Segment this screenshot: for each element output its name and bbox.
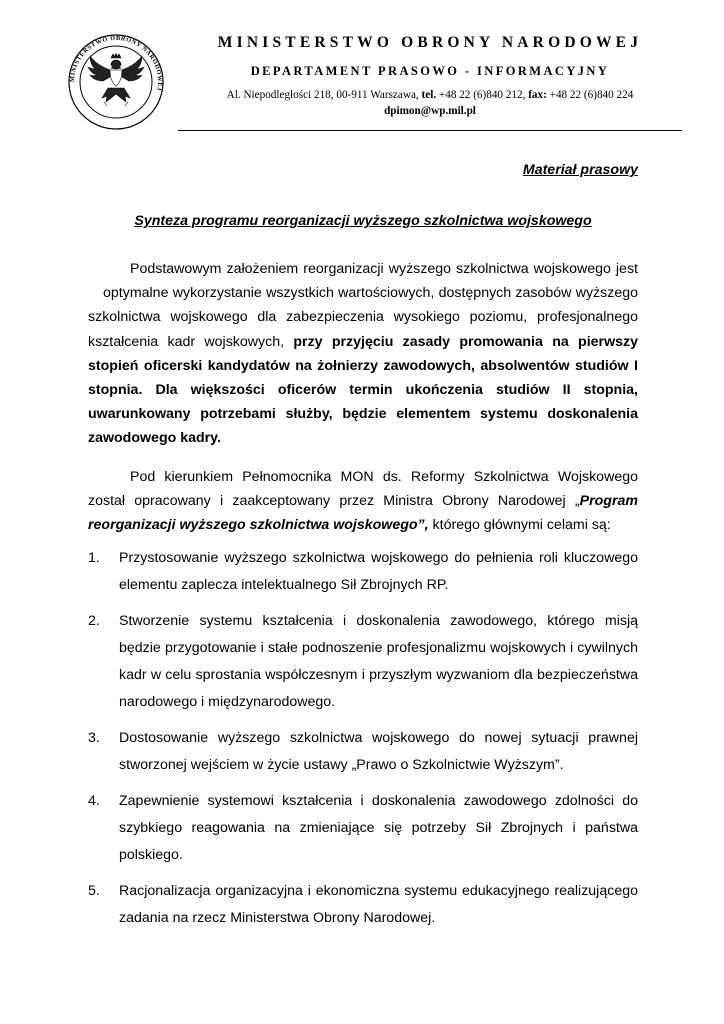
goal-number: 1. <box>88 550 100 566</box>
goal-text: Stworzenie systemu kształcenia i doskonalenia zawodowego, którego misją będzie przygotowanie i stałe podnoszenie profesjonalizmu wojskowych i cywilnych kadr w celu sprostania współczesnym i przyszłym wyzwaniom dla bezpieczeństwa narodowego i międzynarodowego. <box>119 613 638 710</box>
eagle-icon <box>88 54 144 107</box>
goal-number: 4. <box>88 793 100 809</box>
fax-label: fax: <box>528 89 547 101</box>
program-name: Program reorganizacji wyższego szkolnictwa wojskowego”, <box>88 493 638 534</box>
goal-number: 2. <box>88 613 100 629</box>
goals-list <box>88 545 638 941</box>
address: Al. Niepodległości 218, 00-911 Warszawa, <box>226 89 419 101</box>
program-lead: Pod kierunkiem Pełnomocnika MON ds. Reformy Szkolnictwa Wojskowego został opracowany i zaakceptowany przez Ministra Obrony Narodowej „ <box>88 469 638 510</box>
goal-text: Dostosowanie wyższego szkolnictwa wojskowego do nowej sytuacji prawnej stworzonej wejściem w życie ustawy „Prawo o Szkolnictwie Wyższym”. <box>119 730 638 773</box>
list-item <box>88 725 638 779</box>
program-tail: którego głównymi celami są: <box>432 517 611 534</box>
list-item <box>88 608 638 716</box>
document-title: Synteza programu reorganizacji wyższego szkolnictwa wojskowego <box>134 213 592 229</box>
document-type-label: Materiał prasowy <box>522 162 638 178</box>
list-item <box>88 878 638 932</box>
email-address: dpimon@wp.mil.pl <box>384 105 476 117</box>
list-item <box>88 788 638 869</box>
intro-paragraph <box>88 257 638 451</box>
ministry-name: MINISTERSTWO OBRONY NARODOWEJ <box>217 34 643 51</box>
goal-text: Zapewnienie systemowi kształcenia i doskonalenia zawodowego zdolności do szybkiego reagowania na zmieniające się potrzeby Sił Zbrojnych i państwa polskiego. <box>119 793 638 863</box>
department-name: DEPARTAMENT PRASOWO - INFORMACYJNY <box>250 64 610 78</box>
header-divider <box>178 130 682 131</box>
list-item <box>88 545 638 599</box>
ministry-emblem-logo <box>64 32 168 132</box>
tel-number: +48 22 (6)840 212, <box>438 89 526 101</box>
contact-line <box>178 89 682 101</box>
goal-number: 5. <box>88 883 100 899</box>
intro-body: optymalne wykorzystanie wszystkich wartościowych, dostępnych zasobów wyższego szkolnictwa wojskowego dla zabezpieczenia wysokiego poziomu, profesjonalnego kształcenia kadr wojskowych, <box>88 285 638 350</box>
intro-bold-b: Dla większości oficerów termin ukończenia studiów II stopnia, <box>155 382 638 399</box>
fax-number: +48 22 (6)840 224 <box>549 89 634 101</box>
emblem-ring-text: MINISTERSTWO OBRONY NARODOWEJ <box>68 34 164 92</box>
goal-number: 3. <box>88 730 100 746</box>
goal-text: Racjonalizacja organizacyjna i ekonomiczna systemu edukacyjnego realizującego zadania na rzecz Ministerstwa Obrony Narodowej. <box>119 883 638 926</box>
intro-lead: Podstawowym założeniem reorganizacji wyższego szkolnictwa wojskowego jest <box>130 261 638 277</box>
goal-text: Przystosowanie wyższego szkolnictwa wojskowego do pełnienia roli kluczowego elementu zaplecza intelektualnego Sił Zbrojnych RP. <box>119 550 638 593</box>
tel-label: tel. <box>421 89 437 101</box>
program-paragraph <box>88 465 638 538</box>
intro-bold-a: przy przyjęciu zasady promowania na pierwszy stopień oficerski kandydatów na żołnierzy zawodowych, absolwentów studiów I stopnia. <box>88 333 638 399</box>
intro-bold-c: uwarunkowany potrzebami służby, będzie elementem systemu doskonalenia zawodowego kadry. <box>88 406 638 447</box>
